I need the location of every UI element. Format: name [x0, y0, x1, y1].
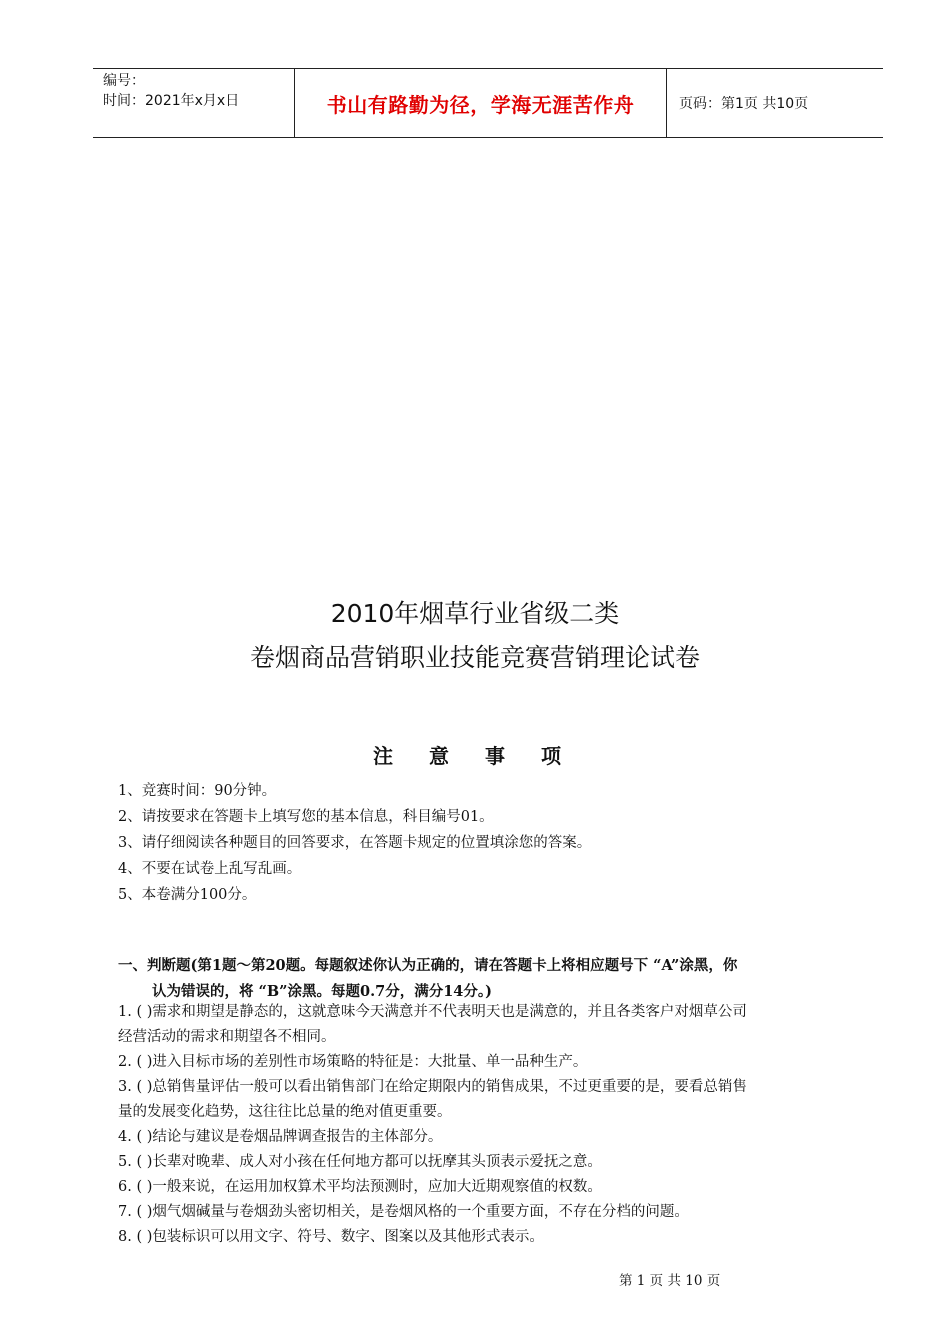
question-line: 1. ( )需求和期望是静态的，这就意味今天满意并不代表明天也是满意的，并且各类客户对烟草公司: [118, 1004, 747, 1020]
exam-title-line1: 2010年烟草行业省级二类: [330, 599, 620, 628]
notice-title: 注意事项: [373, 744, 597, 768]
time-label: 时间：2021年x月x日: [103, 93, 240, 109]
question-list: [118, 1000, 866, 1250]
number-label: 编号：: [103, 73, 145, 89]
question-line: 量的发展变化趋势，这往往比总量的绝对值更重要。: [118, 1104, 452, 1120]
exam-title-line2: 卷烟商品营销职业技能竞赛营销理论试卷: [249, 643, 700, 672]
notice-item: 4、不要在试卷上乱写乱画。: [118, 861, 302, 877]
notice-list: [118, 778, 591, 908]
question-line: 经营活动的需求和期望各不相同。: [118, 1029, 336, 1045]
section-heading-line1: 一、判断题(第1题～第20题。每题叙述你认为正确的，请在答题卡上将相应题号下 “A”涂黑，你: [118, 957, 738, 974]
question-line: 7. ( )烟气烟碱量与卷烟劲头密切相关，是卷烟风格的一个重要方面，不存在分档的问题。: [118, 1204, 689, 1220]
header-motto: 书山有路勤为径，学海无涯苦作舟: [295, 69, 667, 137]
question-line: 8. ( )包装标识可以用文字、符号、数字、图案以及其他形式表示。: [118, 1229, 544, 1245]
question-line: 3. ( )总销售量评估一般可以看出销售部门在给定期限内的销售成果，不过更重要的是，要看总销售: [118, 1079, 747, 1095]
page-footer: 第 1 页 共 10 页: [619, 1273, 721, 1289]
notice-item: 3、请仔细阅读各种题目的回答要求，在答题卡规定的位置填涂您的答案。: [118, 835, 592, 851]
question-line: 6. ( )一般来说，在运用加权算术平均法预测时，应加大近期观察值的权数。: [118, 1179, 602, 1195]
section-heading-line2: 认为错误的，将 “B”涂黑。每题0.7分，满分14分。): [152, 983, 492, 1000]
header-meta: [93, 69, 295, 137]
notice-item: 2、请按要求在答题卡上填写您的基本信息，科目编号01。: [118, 809, 494, 825]
notice-item: 1、竞赛时间：90分钟。: [118, 783, 277, 799]
section-heading: [118, 953, 866, 1005]
notice-item: 5、本卷满分100分。: [118, 887, 257, 903]
question-line: 5. ( )长辈对晚辈、成人对小孩在任何地方都可以抚摩其头顶表示爱抚之意。: [118, 1154, 602, 1170]
question-line: 2. ( )进入目标市场的差别性市场策略的特征是：大批量、单一品种生产。: [118, 1054, 588, 1070]
header-page-info: 页码：第1页 共10页: [679, 96, 809, 112]
page-header: [93, 68, 883, 138]
question-line: 4. ( )结论与建议是卷烟品牌调查报告的主体部分。: [118, 1129, 443, 1145]
